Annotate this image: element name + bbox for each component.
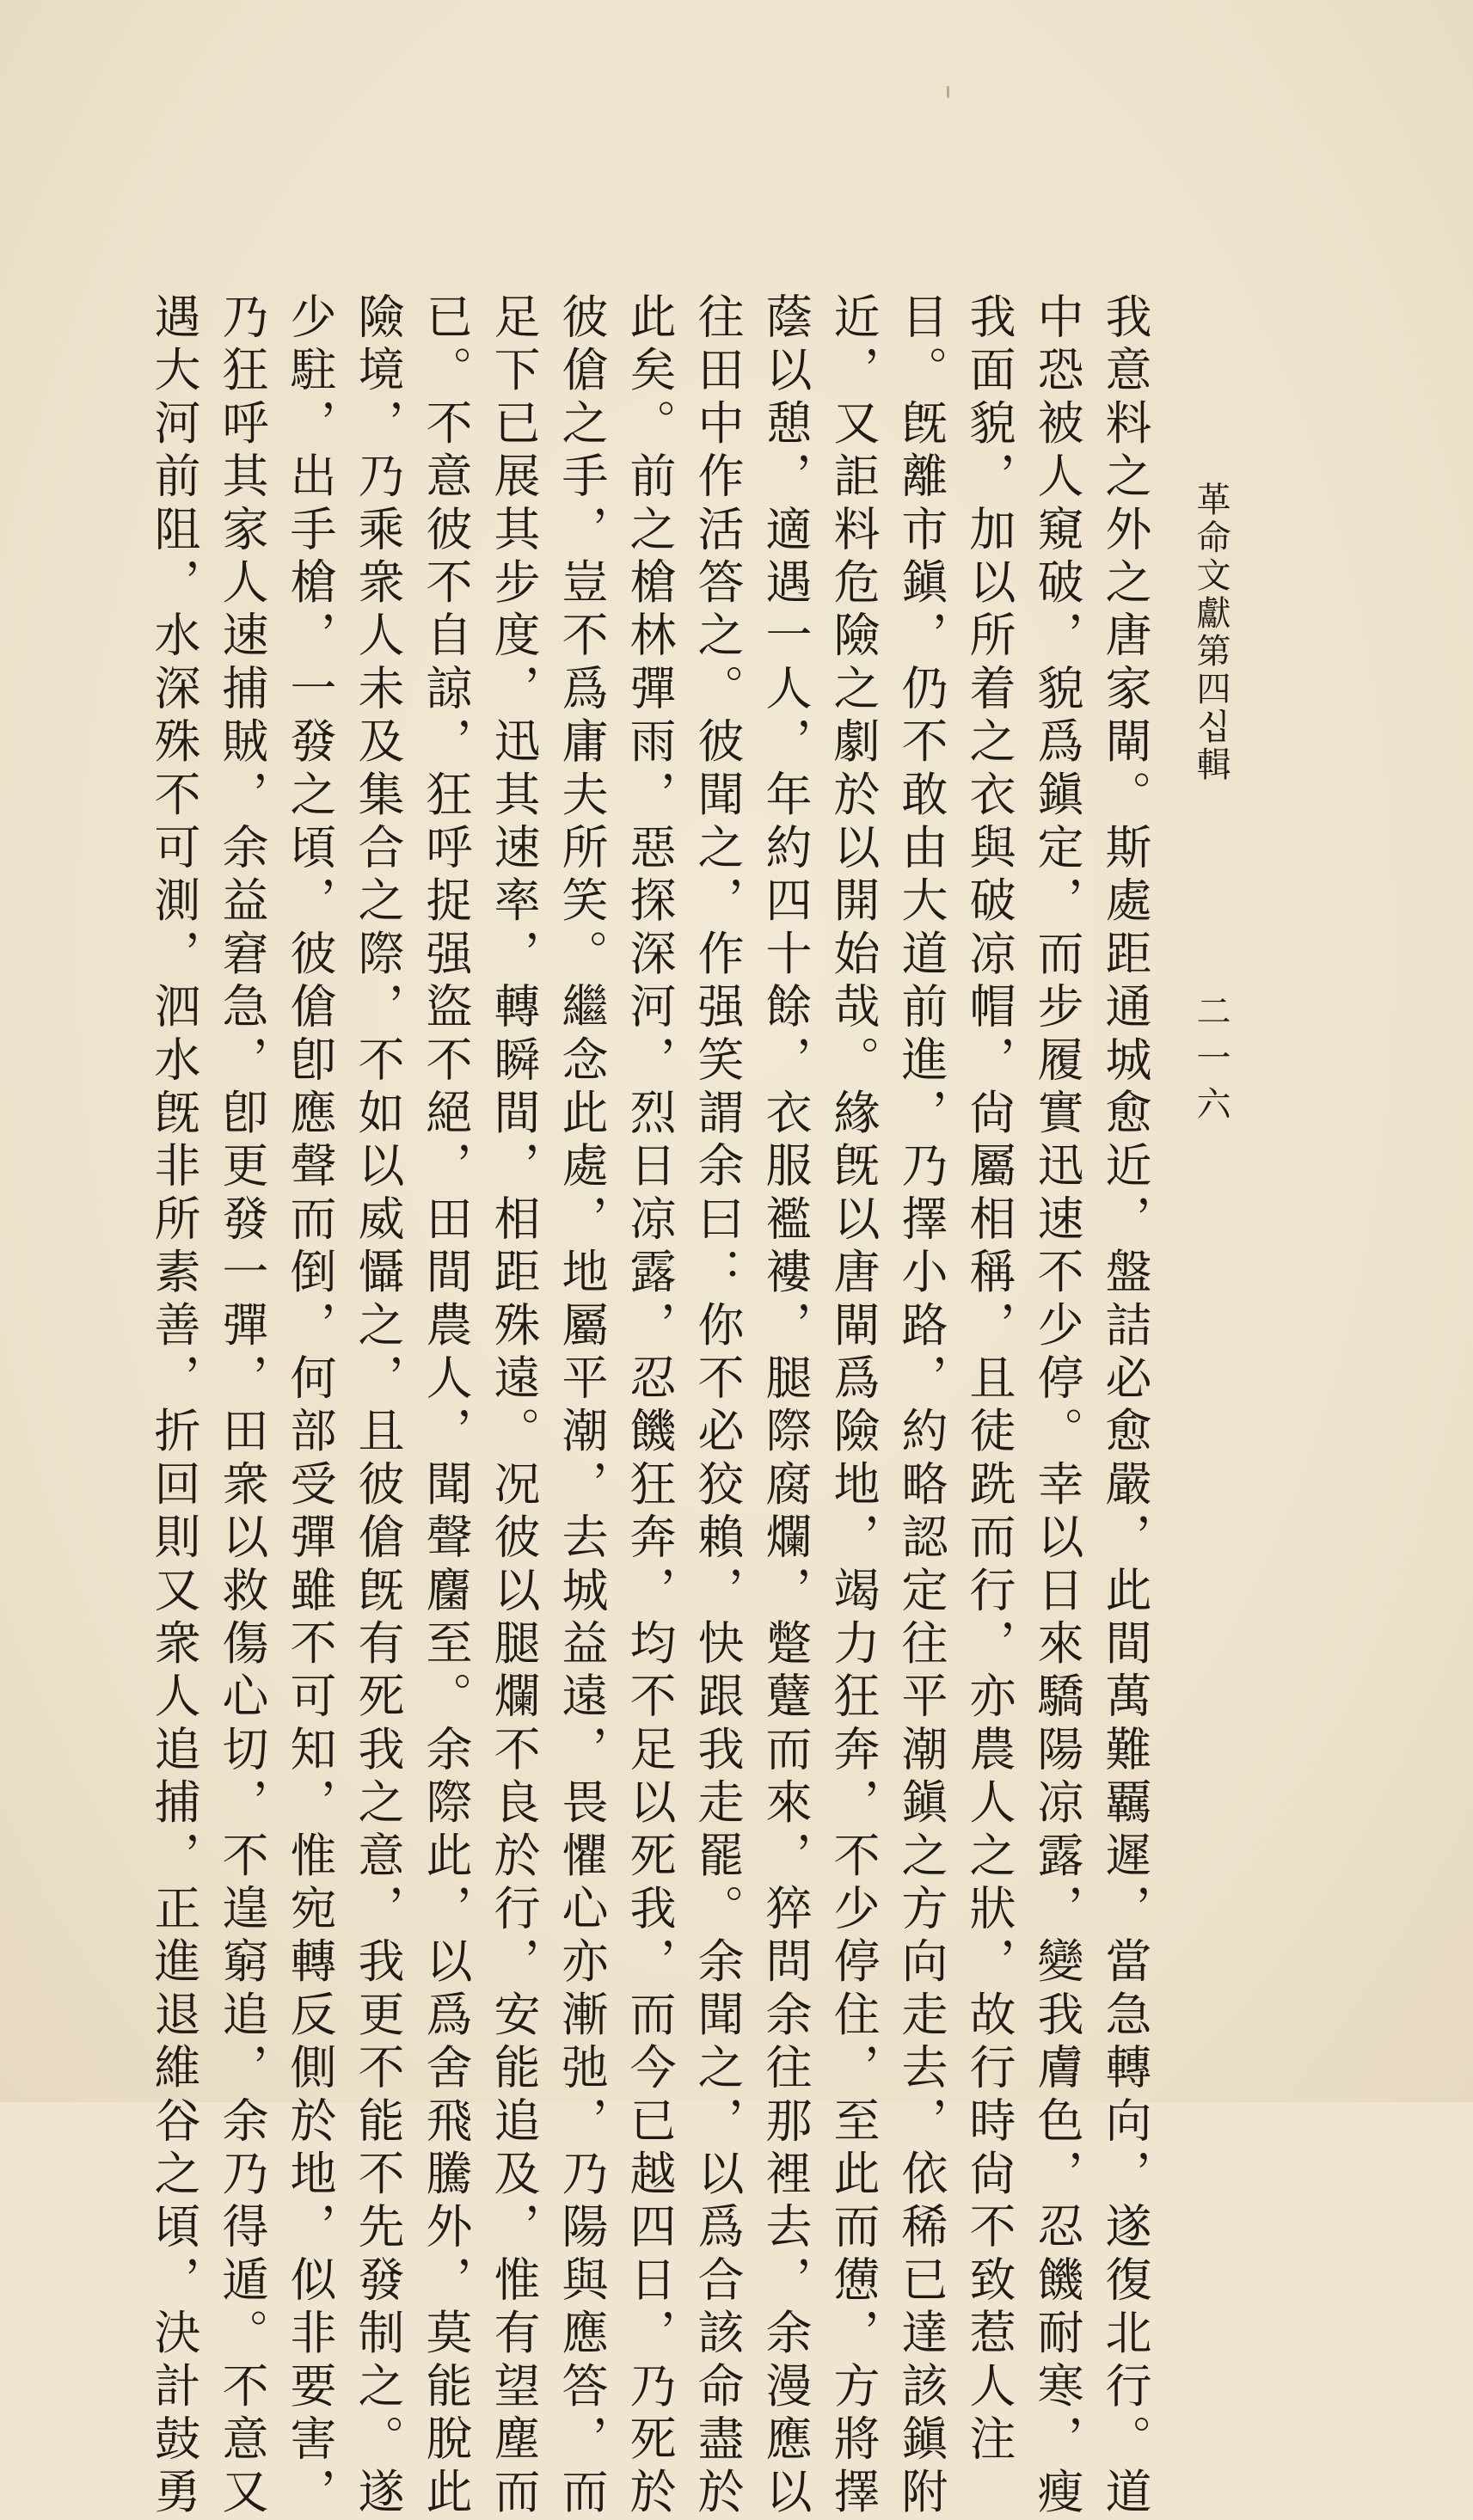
text-column-8: 此矣。前之槍林彈雨，惡探深河，烈日凉露，忍饑狂奔，均不足以死我，而今已越四日，乃死於: [623, 292, 677, 2520]
text-column-15: 遇大河前阻，水深殊不可測，泗水旣非所素善，折回則又衆人追捕，正進退維谷之頃，決計鼓勇: [147, 292, 201, 2520]
text-column-11: 已。不意彼不自諒，狂呼捉强盜不絕，田間農人，聞聲麕至。余際此，以爲舍飛騰外，莫能脫此: [419, 292, 473, 2520]
text-column-3: 我面貌，加以所着之衣與破凉帽，尙屬相稱，且徒跣而行，亦農人之狀，故行時尙不致惹人注: [962, 292, 1016, 2468]
text-column-1: 我意料之外之唐家閘。斯處距通城愈近，盤詰必愈嚴，此間萬難覊遲，當急轉向，遂復北行。道: [1098, 292, 1152, 2520]
text-column-9: 彼傖之手，豈不爲庸夫所笑。繼念此處，地屬平潮，去城益遠，畏懼心亦漸弛，乃陽與應答，而: [555, 292, 609, 2520]
text-column-2: 中恐被人窺破，貌爲鎭定，而步履實迅速不少停。幸以日來驕陽凉露，變我膚色，忍饑耐寒，瘦: [1030, 292, 1084, 2520]
ink-speck: [947, 86, 949, 98]
text-column-14: 乃狂呼其家人速捕賊，余益窘急，卽更發一彈，田衆以救傷心切，不遑窮追，余乃得遁。不意又: [215, 292, 269, 2520]
text-column-13: 少駐，出手槍，一發之頃，彼傖卽應聲而倒，何部受彈雖不可知，惟宛轉反側於地，似非要害，: [283, 292, 337, 2520]
text-column-12: 險境，乃乘衆人未及集合之際，不如以威懾之，且彼傖旣有死我之意，我更不能不先發制之。遂: [351, 292, 405, 2520]
page-number: 二一六: [1191, 993, 1231, 1132]
text-column-4: 目。旣離市鎭，仍不敢由大道前進，乃擇小路，約略認定往平潮鎭之方向走去，依稀已達該鎭附: [894, 292, 948, 2520]
text-column-7: 往田中作活答之。彼聞之，作强笑謂余曰：你不必狡賴，快跟我走罷。余聞之，以爲合該命盡於: [690, 292, 745, 2520]
text-column-6: 蔭以憩，適遇一人，年約四十餘，衣服襤褸，腿際腐爛，蹩躠而來，猝問余往那裡去，余漫應以: [758, 292, 813, 2520]
body-text: [147, 292, 1152, 2520]
text-column-10: 足下已展其步度，迅其速率，轉瞬間，相距殊遠。况彼以腿爛不良於行，安能追及，惟有望塵而: [487, 292, 541, 2520]
text-column-5: 近，又詎料危險之劇於以開始哉。緣旣以唐閘爲險地，竭力狂奔，不少停住，至此而憊，方將擇: [826, 292, 881, 2520]
running-title: 革命文獻第四십輯: [1191, 481, 1231, 784]
